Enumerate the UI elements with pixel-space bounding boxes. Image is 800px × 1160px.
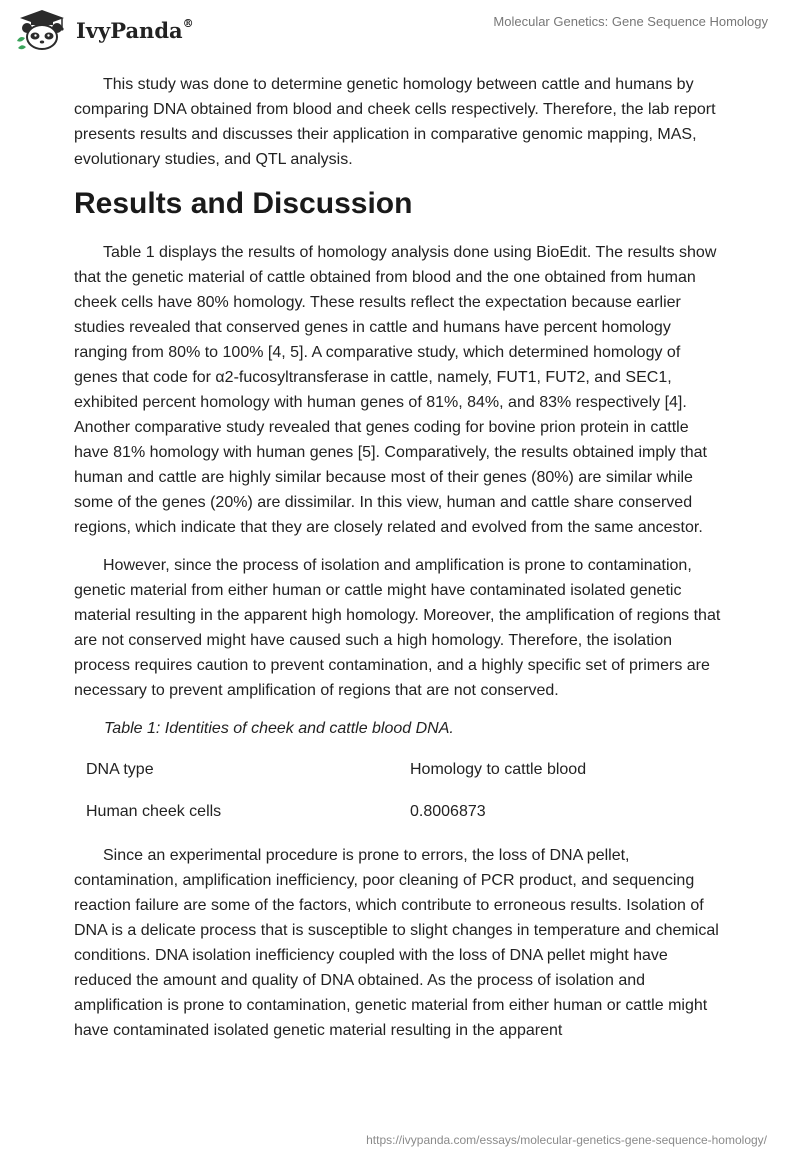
table-header-cell: DNA type bbox=[86, 761, 154, 778]
results-paragraph-2: However, since the process of isolation and amplification is prone to contamination, genetic material from either human or cattle might have contaminated isolated genetic material resulting in the apparent high homology. Moreover, the amplification of regions that are not conserved might have caused such a high homology. Therefore, the isolation process requires caution to prevent contamination, and a highly specific set of primers are necessary to prevent amplification of regions that are not conserved. bbox=[74, 557, 721, 699]
intro-paragraph: This study was done to determine genetic homology between cattle and humans by comparing DNA obtained from blood and cheek cells respectively. Therefore, the lab report presents results and discusses their application in comparative genomic mapping, MAS, evolutionary studies, and QTL analysis. bbox=[74, 76, 716, 168]
table-cell: 0.8006873 bbox=[410, 803, 486, 820]
document-title: Molecular Genetics: Gene Sequence Homology bbox=[493, 14, 768, 29]
panda-icon bbox=[14, 8, 70, 52]
essay-body bbox=[74, 72, 722, 1056]
table-cell: Human cheek cells bbox=[86, 803, 222, 820]
results-paragraph-1: Table 1 displays the results of homology analysis done using BioEdit. The results show that the genetic material of cattle obtained from blood and the one obtained from human cheek cells have 80% homology. These results reflect the expectation because earlier studies revealed that conserved genes in cattle and humans have percent homology ranging from 80% to 100% [4, 5]. A comparative study, which determined homology of genes that code for α2-fucosyltransferase in cattle, namely, FUT1, FUT2, and SEC1, exhibited percent homology with human genes of 81%, 84%, and 83% respectively [4]. Another comparative study revealed that genes coding for bovine prion protein in cattle have 81% homology with human genes [5]. Comparatively, the results obtained imply that human and cattle are highly similar because most of their genes (80%) are similar while some of the genes (20%) are dissimilar. In this view, human and cattle share conserved regions, which indicate that they are closely related and evolved from the same ancestor. bbox=[74, 244, 717, 536]
table-header-cell: Homology to cattle blood bbox=[410, 761, 587, 778]
table-row bbox=[74, 791, 722, 833]
ivypanda-logo[interactable] bbox=[14, 8, 194, 52]
section-heading: Results and Discussion bbox=[74, 187, 413, 220]
logo-text: IvyPanda bbox=[76, 17, 183, 43]
homology-table bbox=[74, 749, 722, 833]
table-header-row bbox=[74, 749, 722, 791]
footer-url[interactable]: https://ivypanda.com/essays/molecular-genetics-gene-sequence-homology/ bbox=[366, 1133, 767, 1147]
results-paragraph-3: Since an experimental procedure is prone to errors, the loss of DNA pellet, contamination, amplification inefficiency, poor cleaning of PCR product, and sequencing reaction failure are some of the factors, which contribute to erroneous results. Isolation of DNA is a delicate process that is susceptible to slight changes in temperature and chemical conditions. DNA isolation inefficiency coupled with the loss of DNA pellet might have reduced the amount and quality of DNA obtained. As the process of isolation and amplification is prone to contamination, genetic material from either human or cattle might have contaminated isolated genetic material resulting in the apparent bbox=[74, 847, 719, 1039]
table-caption: Table 1: Identities of cheek and cattle blood DNA. bbox=[104, 720, 454, 737]
registered-mark: ® bbox=[182, 16, 194, 30]
page-header bbox=[0, 0, 800, 60]
logo-wordmark bbox=[76, 18, 194, 43]
